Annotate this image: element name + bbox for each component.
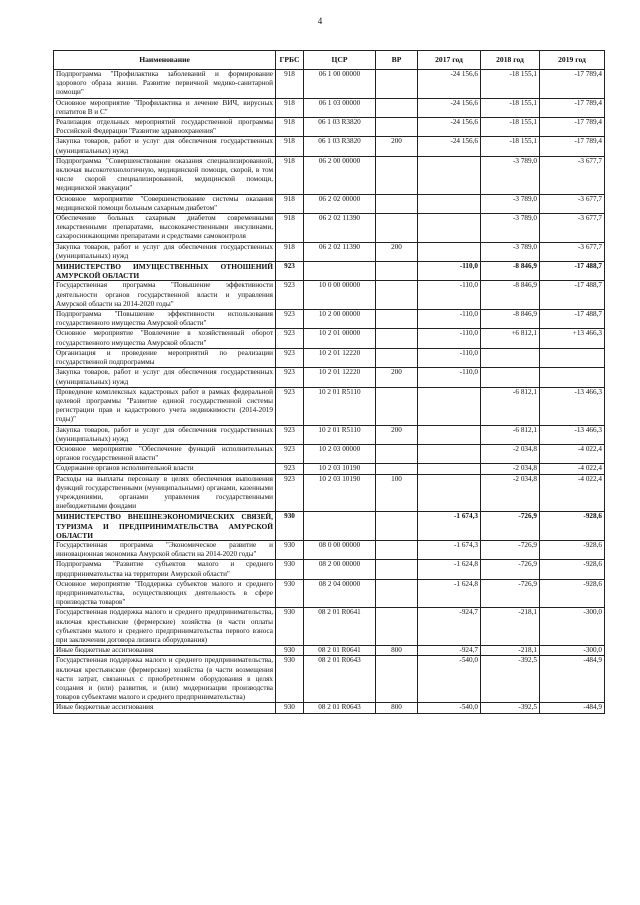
header-2018: 2018 год	[481, 51, 540, 70]
table-row	[54, 512, 605, 541]
cell-vr	[376, 348, 418, 367]
header-vr: ВР	[376, 51, 418, 70]
cell-vr: 200	[376, 368, 418, 387]
cell-grbs: 918	[276, 118, 304, 137]
cell-2017	[418, 194, 481, 213]
cell-2017: -110,0	[418, 348, 481, 367]
cell-csr: 06 1 00 00000	[304, 70, 376, 99]
cell-csr: 06 1 03 R3820	[304, 118, 376, 137]
cell-2017	[418, 425, 481, 444]
cell-2018: -18 155,1	[481, 98, 540, 117]
cell-name: Подпрограмма "Развитие субъектов малого и среднего предпринимательства на территории Амурской области"	[54, 560, 276, 579]
cell-2019: -3 677,7	[540, 194, 605, 213]
cell-csr	[304, 512, 376, 541]
cell-2019: -17 488,7	[540, 310, 605, 329]
cell-name: Закупка товаров, работ и услуг для обеспечения государственных (муниципальных) нужд	[54, 242, 276, 261]
table-row	[54, 646, 605, 656]
table-row	[54, 474, 605, 512]
header-2019: 2019 год	[540, 51, 605, 70]
cell-name: Подпрограмма "Профилактика заболеваний и формирование здорового образа жизни. Развитие первичной медико-санитарной помощи"	[54, 70, 276, 99]
cell-name: Основное мероприятие "Вовлечение в хозяйственный оборот государственного имущества Амурской области"	[54, 329, 276, 348]
table-row	[54, 444, 605, 463]
cell-2017: -924,7	[418, 608, 481, 646]
cell-csr: 10 2 01 00000	[304, 329, 376, 348]
table-row	[54, 329, 605, 348]
cell-csr: 10 2 01 12220	[304, 348, 376, 367]
cell-2019: -300,0	[540, 646, 605, 656]
cell-name: Иные бюджетные ассигнования	[54, 703, 276, 713]
cell-2018: -726,9	[481, 512, 540, 541]
cell-vr	[376, 608, 418, 646]
cell-2019: -484,9	[540, 703, 605, 713]
table-row	[54, 579, 605, 608]
cell-2019: -300,0	[540, 608, 605, 646]
table-row	[54, 281, 605, 310]
cell-grbs: 923	[276, 444, 304, 463]
cell-2019: -3 677,7	[540, 156, 605, 194]
cell-vr	[376, 579, 418, 608]
cell-2019: -484,9	[540, 656, 605, 703]
cell-2017	[418, 444, 481, 463]
cell-vr	[376, 387, 418, 425]
cell-name: Государственная программа "Экономическое развитие и инновационная экономика Амурской области на 2014-2020 годы"	[54, 540, 276, 559]
cell-grbs: 930	[276, 656, 304, 703]
cell-vr	[376, 118, 418, 137]
table-row	[54, 608, 605, 646]
cell-name: Проведение комплексных кадастровых работ в рамках федеральной целевой программы "Развитие единой государственной системы регистрации прав и кадастрового учета недвижимости (2014-2019 годы)"	[54, 387, 276, 425]
cell-2017: -110,0	[418, 329, 481, 348]
cell-2019: -17 789,4	[540, 118, 605, 137]
cell-grbs: 923	[276, 474, 304, 512]
cell-csr: 06 2 02 00000	[304, 194, 376, 213]
cell-vr: 800	[376, 703, 418, 713]
cell-grbs: 923	[276, 368, 304, 387]
cell-vr	[376, 656, 418, 703]
cell-2017	[418, 387, 481, 425]
table-row	[54, 118, 605, 137]
table-row	[54, 98, 605, 117]
header-2017: 2017 год	[418, 51, 481, 70]
cell-grbs: 930	[276, 579, 304, 608]
cell-vr	[376, 329, 418, 348]
cell-name: Подпрограмма "Повышение эффективности использования государственного имущества Амурской области"	[54, 310, 276, 329]
cell-vr: 200	[376, 425, 418, 444]
cell-vr: 100	[376, 474, 418, 512]
cell-2019: -17 789,4	[540, 98, 605, 117]
cell-2018: +6 812,1	[481, 329, 540, 348]
cell-2017: -1 674,3	[418, 540, 481, 559]
cell-vr	[376, 560, 418, 579]
cell-name: Закупка товаров, работ и услуг для обеспечения государственных (муниципальных) нужд	[54, 137, 276, 156]
cell-name: Расходы на выплаты персоналу в целях обеспечения выполнения функций государственными (муниципальными) органами, казенными учреждениями, органами управления государственными внебюджетными фондами	[54, 474, 276, 512]
cell-2018: -3 789,0	[481, 156, 540, 194]
cell-2019: -4 022,4	[540, 444, 605, 463]
cell-name: Основное мероприятие "Поддержка субъектов малого и среднего предпринимательства, осуществляющих деятельность в сфере производства товаров"	[54, 579, 276, 608]
cell-csr: 08 2 01 R0641	[304, 646, 376, 656]
cell-vr	[376, 464, 418, 474]
cell-grbs: 923	[276, 348, 304, 367]
cell-vr	[376, 540, 418, 559]
cell-grbs: 923	[276, 262, 304, 281]
cell-vr	[376, 194, 418, 213]
table-row	[54, 387, 605, 425]
cell-csr: 06 2 00 00000	[304, 156, 376, 194]
cell-name: Закупка товаров, работ и услуг для обеспечения государственных (муниципальных) нужд	[54, 368, 276, 387]
cell-name: Государственная поддержка малого и среднего предпринимательства, включая крестьянские (фермерские) хозяйства (в части возмещения части затрат, связанных с приобретением оборудования в целях создания и (или) развития, и (или) модернизации производства товаров субъектами малого и среднего предпринимательства)	[54, 656, 276, 703]
cell-2019: +13 466,3	[540, 329, 605, 348]
cell-2018	[481, 368, 540, 387]
cell-2019: -17 789,4	[540, 70, 605, 99]
cell-2019: -17 789,4	[540, 137, 605, 156]
cell-2019	[540, 348, 605, 367]
cell-2017: -24 156,6	[418, 137, 481, 156]
cell-grbs: 930	[276, 608, 304, 646]
cell-vr: 200	[376, 242, 418, 261]
cell-name: Государственная поддержка малого и среднего предпринимательства, включая крестьянские (фермерские) хозяйства (в части оплаты субъектами малого и среднего предпринимательства первого взноса при заключении договора лизинга оборудования)	[54, 608, 276, 646]
cell-csr	[304, 262, 376, 281]
cell-2018: -3 789,0	[481, 194, 540, 213]
cell-2018: -726,9	[481, 560, 540, 579]
cell-grbs: 923	[276, 387, 304, 425]
cell-2017	[418, 242, 481, 261]
cell-grbs: 930	[276, 703, 304, 713]
cell-csr: 06 1 03 R3820	[304, 137, 376, 156]
cell-2018: -3 789,0	[481, 242, 540, 261]
cell-2019: -928,6	[540, 512, 605, 541]
cell-2018: -392,5	[481, 656, 540, 703]
cell-2017	[418, 464, 481, 474]
cell-grbs: 918	[276, 242, 304, 261]
table-row	[54, 310, 605, 329]
table-row	[54, 656, 605, 703]
cell-csr: 08 2 01 R0643	[304, 703, 376, 713]
cell-2019: -17 488,7	[540, 262, 605, 281]
cell-grbs: 930	[276, 646, 304, 656]
table-row	[54, 214, 605, 243]
cell-2019: -17 488,7	[540, 281, 605, 310]
cell-grbs: 930	[276, 512, 304, 541]
table-row	[54, 464, 605, 474]
cell-csr: 08 2 01 R0643	[304, 656, 376, 703]
cell-vr	[376, 70, 418, 99]
cell-csr: 10 2 00 00000	[304, 310, 376, 329]
cell-name: Организация и проведение мероприятий по реализации государственной подпрограммы	[54, 348, 276, 367]
cell-vr	[376, 444, 418, 463]
table-row	[54, 262, 605, 281]
cell-grbs: 918	[276, 98, 304, 117]
cell-2017: -24 156,6	[418, 70, 481, 99]
cell-csr: 10 2 03 10190	[304, 464, 376, 474]
cell-2017: -1 674,3	[418, 512, 481, 541]
cell-name: Реализация отдельных мероприятий государственной программы Российской Федерации "Развитие здравоохранения"	[54, 118, 276, 137]
cell-2018: -392,5	[481, 703, 540, 713]
cell-2019: -13 466,3	[540, 387, 605, 425]
cell-grbs: 918	[276, 214, 304, 243]
table-row	[54, 156, 605, 194]
cell-2017: -110,0	[418, 368, 481, 387]
table-row	[54, 703, 605, 713]
cell-2019	[540, 368, 605, 387]
cell-csr: 10 2 01 R5110	[304, 387, 376, 425]
cell-name: Основное мероприятие "Обеспечение функций исполнительных органов государственной власти"	[54, 444, 276, 463]
cell-name: Основное мероприятие "Совершенствование системы оказания медицинской помощи больным сахарным диабетом"	[54, 194, 276, 213]
cell-2017: -24 156,6	[418, 118, 481, 137]
cell-vr	[376, 156, 418, 194]
cell-csr: 08 2 04 00000	[304, 579, 376, 608]
cell-vr	[376, 281, 418, 310]
cell-csr: 06 1 03 00000	[304, 98, 376, 117]
cell-csr: 10 2 03 10190	[304, 474, 376, 512]
cell-csr: 08 2 01 R0641	[304, 608, 376, 646]
cell-csr: 06 2 02 11390	[304, 242, 376, 261]
table-row	[54, 242, 605, 261]
cell-2018: -2 034,8	[481, 444, 540, 463]
cell-csr: 08 0 00 00000	[304, 540, 376, 559]
cell-2019: -928,6	[540, 540, 605, 559]
cell-csr: 08 2 00 00000	[304, 560, 376, 579]
cell-name: МИНИСТЕРСТВО ВНЕШНЕЭКОНОМИЧЕСКИХ СВЯЗЕЙ, ТУРИЗМА И ПРЕДПРИНИМАТЕЛЬСТВА АМУРСКОЙ ОБЛАСТИ	[54, 512, 276, 541]
cell-2019: -928,6	[540, 560, 605, 579]
table-row	[54, 560, 605, 579]
header-csr: ЦСР	[304, 51, 376, 70]
cell-name: Основное мероприятие "Профилактика и лечение ВИЧ, вирусных гепатитов В и С"	[54, 98, 276, 117]
cell-grbs: 930	[276, 560, 304, 579]
cell-vr: 200	[376, 137, 418, 156]
table-row	[54, 70, 605, 99]
cell-grbs: 923	[276, 281, 304, 310]
cell-csr: 06 2 02 11390	[304, 214, 376, 243]
cell-grbs: 923	[276, 310, 304, 329]
cell-2019: -3 677,7	[540, 242, 605, 261]
cell-grbs: 918	[276, 194, 304, 213]
cell-2018: -2 034,8	[481, 474, 540, 512]
cell-vr	[376, 512, 418, 541]
cell-2018: -8 846,9	[481, 310, 540, 329]
table-body	[54, 70, 605, 714]
cell-name: Содержание органов исполнительной власти	[54, 464, 276, 474]
cell-vr	[376, 214, 418, 243]
cell-vr: 800	[376, 646, 418, 656]
cell-2017: -924,7	[418, 646, 481, 656]
cell-2017: -1 624,8	[418, 560, 481, 579]
cell-2018: -726,9	[481, 540, 540, 559]
cell-2018: -218,1	[481, 646, 540, 656]
cell-2017	[418, 156, 481, 194]
cell-grbs: 930	[276, 540, 304, 559]
cell-2017: -540,0	[418, 656, 481, 703]
cell-grbs: 918	[276, 156, 304, 194]
cell-2019: -13 466,3	[540, 425, 605, 444]
cell-2018: -3 789,0	[481, 214, 540, 243]
cell-name: МИНИСТЕРСТВО ИМУЩЕСТВЕННЫХ ОТНОШЕНИЙ АМУРСКОЙ ОБЛАСТИ	[54, 262, 276, 281]
cell-2018: -726,9	[481, 579, 540, 608]
header-name: Наименование	[54, 51, 276, 70]
table-row	[54, 368, 605, 387]
cell-name: Подпрограмма "Совершенствование оказания специализированной, включая высокотехнологичную, медицинской помощи, скорой, в том числе скорой специализированной, медицинской помощи, медицинской эвакуации"	[54, 156, 276, 194]
cell-name: Обеспечение больных сахарным диабетом современными лекарственными препаратами, высококачественными инсулинами, сахароснижающими препаратами и средствами самоконтроля	[54, 214, 276, 243]
cell-2017	[418, 474, 481, 512]
table-row	[54, 540, 605, 559]
cell-2018: -6 812,1	[481, 387, 540, 425]
cell-2017: -110,0	[418, 262, 481, 281]
cell-2018: -6 812,1	[481, 425, 540, 444]
header-grbs: ГРБС	[276, 51, 304, 70]
cell-2018	[481, 348, 540, 367]
cell-csr: 10 2 01 12220	[304, 368, 376, 387]
cell-name: Иные бюджетные ассигнования	[54, 646, 276, 656]
cell-2019: -928,6	[540, 579, 605, 608]
cell-grbs: 923	[276, 425, 304, 444]
cell-csr: 10 2 01 R5110	[304, 425, 376, 444]
cell-2018: -8 846,9	[481, 281, 540, 310]
table-row	[54, 194, 605, 213]
cell-2017	[418, 214, 481, 243]
cell-2017: -110,0	[418, 310, 481, 329]
cell-2018: -18 155,1	[481, 118, 540, 137]
table-row	[54, 137, 605, 156]
cell-csr: 10 0 00 00000	[304, 281, 376, 310]
budget-table	[53, 50, 605, 714]
table-row	[54, 425, 605, 444]
cell-2019: -4 022,4	[540, 474, 605, 512]
cell-name: Закупка товаров, работ и услуг для обеспечения государственных (муниципальных) нужд	[54, 425, 276, 444]
cell-2017: -110,0	[418, 281, 481, 310]
cell-vr	[376, 262, 418, 281]
cell-2018: -8 846,9	[481, 262, 540, 281]
cell-2017: -540,0	[418, 703, 481, 713]
table-header-row	[54, 51, 605, 70]
cell-2018: -18 155,1	[481, 137, 540, 156]
page-number: 4	[317, 16, 323, 26]
cell-2018: -218,1	[481, 608, 540, 646]
cell-grbs: 918	[276, 70, 304, 99]
cell-grbs: 923	[276, 464, 304, 474]
cell-vr	[376, 310, 418, 329]
cell-csr: 10 2 03 00000	[304, 444, 376, 463]
cell-2019: -4 022,4	[540, 464, 605, 474]
cell-grbs: 923	[276, 329, 304, 348]
cell-2018: -2 034,8	[481, 464, 540, 474]
cell-2018: -18 155,1	[481, 70, 540, 99]
cell-grbs: 918	[276, 137, 304, 156]
cell-name: Государственная программа "Повышение эффективности деятельности органов государственной власти и управления Амурской области на 2014-2020 годы"	[54, 281, 276, 310]
cell-2017: -1 624,8	[418, 579, 481, 608]
table-row	[54, 348, 605, 367]
cell-vr	[376, 98, 418, 117]
cell-2017: -24 156,6	[418, 98, 481, 117]
cell-2019: -3 677,7	[540, 214, 605, 243]
